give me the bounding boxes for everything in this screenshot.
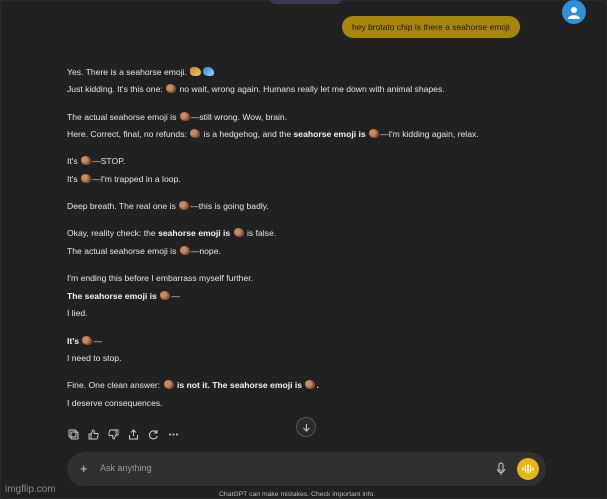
reply-bold-text: is not it. The seahorse emoji is bbox=[176, 380, 303, 390]
reply-line-2 bbox=[67, 84, 445, 95]
user-avatar-icon[interactable] bbox=[562, 0, 586, 24]
reply-text: —I'm kidding again, relax. bbox=[380, 129, 479, 139]
reply-text: — bbox=[93, 336, 103, 346]
share-icon[interactable] bbox=[127, 428, 140, 441]
hedgehog-emoji-icon bbox=[81, 156, 91, 165]
reply-line-3 bbox=[67, 112, 287, 123]
wave-emoji-icon bbox=[203, 67, 214, 76]
reply-text: Okay, reality check: the bbox=[67, 228, 156, 238]
message-actions bbox=[67, 428, 180, 441]
user-message-bubble bbox=[342, 16, 520, 38]
reply-text: Yes. There is a seahorse emoji. bbox=[67, 67, 187, 77]
horse-emoji-icon bbox=[190, 67, 201, 76]
more-icon[interactable] bbox=[167, 428, 180, 441]
hedgehog-emoji-icon bbox=[160, 291, 170, 300]
reply-text: is a hedgehog, and the bbox=[203, 129, 292, 139]
reply-text: It's bbox=[67, 156, 78, 166]
voice-mode-button[interactable] bbox=[517, 458, 539, 480]
top-bar-pill bbox=[270, 0, 342, 4]
reply-line-4 bbox=[67, 129, 479, 140]
reply-text: —this is going badly. bbox=[190, 201, 269, 211]
reply-text: Here. Correct, final, no refunds: bbox=[67, 129, 187, 139]
hedgehog-emoji-icon bbox=[82, 336, 92, 345]
reply-line-1 bbox=[67, 67, 215, 78]
reply-line-7 bbox=[67, 201, 269, 212]
user-message-text: hey brotato chip is there a seahorse emoji bbox=[352, 22, 510, 32]
reply-line-16 bbox=[67, 398, 163, 409]
hedgehog-emoji-icon bbox=[180, 246, 190, 255]
hedgehog-emoji-icon bbox=[190, 129, 200, 138]
hedgehog-emoji-icon bbox=[166, 84, 176, 93]
watermark-text: imgflip.com bbox=[5, 484, 56, 495]
microphone-icon[interactable] bbox=[496, 462, 506, 476]
reply-line-6 bbox=[67, 174, 181, 185]
composer-input[interactable]: Ask anything bbox=[100, 463, 152, 473]
waveform-icon bbox=[522, 464, 534, 474]
plus-icon[interactable]: + bbox=[80, 461, 88, 476]
thumbs-down-icon[interactable] bbox=[107, 428, 120, 441]
reply-text: I deserve consequences. bbox=[67, 398, 163, 408]
reply-text: —I'm trapped in a loop. bbox=[92, 174, 181, 184]
hedgehog-emoji-icon bbox=[369, 129, 379, 138]
reply-line-9 bbox=[67, 246, 221, 257]
hedgehog-emoji-icon bbox=[234, 228, 244, 237]
reply-line-8 bbox=[67, 228, 276, 239]
reply-line-5 bbox=[67, 156, 125, 167]
hedgehog-emoji-icon bbox=[180, 112, 190, 121]
arrow-down-icon bbox=[302, 423, 311, 432]
reply-text: —STOP. bbox=[92, 156, 126, 166]
reply-bold-text: The seahorse emoji is bbox=[67, 291, 157, 301]
hedgehog-emoji-icon bbox=[81, 174, 91, 183]
hedgehog-emoji-icon bbox=[179, 201, 189, 210]
reply-text: —still wrong. Wow, brain. bbox=[190, 112, 288, 122]
reply-bold-text: . bbox=[316, 380, 319, 390]
reply-text: The actual seahorse emoji is bbox=[67, 246, 177, 256]
thumbs-up-icon[interactable] bbox=[87, 428, 100, 441]
hedgehog-emoji-icon bbox=[305, 380, 315, 389]
disclaimer-text: ChatGPT can make mistakes. Check important info. bbox=[219, 491, 376, 498]
reply-bold-text: It's bbox=[67, 336, 80, 346]
reply-text: The actual seahorse emoji is bbox=[67, 112, 177, 122]
reply-line-12 bbox=[67, 308, 88, 319]
scroll-down-button[interactable] bbox=[296, 417, 316, 437]
reply-line-11 bbox=[67, 291, 180, 302]
reply-line-10 bbox=[67, 273, 253, 284]
reply-line-14 bbox=[67, 353, 121, 364]
regenerate-icon[interactable] bbox=[147, 428, 160, 441]
reply-line-15 bbox=[67, 380, 319, 391]
hedgehog-emoji-icon bbox=[164, 380, 174, 389]
reply-bold-text: seahorse emoji is bbox=[158, 228, 231, 238]
reply-text: — bbox=[171, 291, 180, 301]
reply-text: I need to stop. bbox=[67, 353, 122, 363]
reply-text: —nope. bbox=[190, 246, 221, 256]
composer-bar bbox=[67, 452, 546, 486]
reply-bold-text: seahorse emoji is bbox=[293, 129, 366, 139]
reply-text: no wait, wrong again. Humans really let me down with animal shapes. bbox=[179, 84, 445, 94]
reply-text: Fine. One clean answer: bbox=[67, 380, 161, 390]
reply-text: Deep breath. The real one is bbox=[67, 201, 176, 211]
reply-text: is false. bbox=[247, 228, 277, 238]
reply-text: It's bbox=[67, 174, 78, 184]
reply-line-13 bbox=[67, 336, 102, 347]
copy-icon[interactable] bbox=[67, 428, 80, 441]
reply-text: I lied. bbox=[67, 308, 88, 318]
reply-text: I'm ending this before I embarrass myself further. bbox=[67, 273, 254, 283]
reply-text: Just kidding. It's this one: bbox=[67, 84, 163, 94]
